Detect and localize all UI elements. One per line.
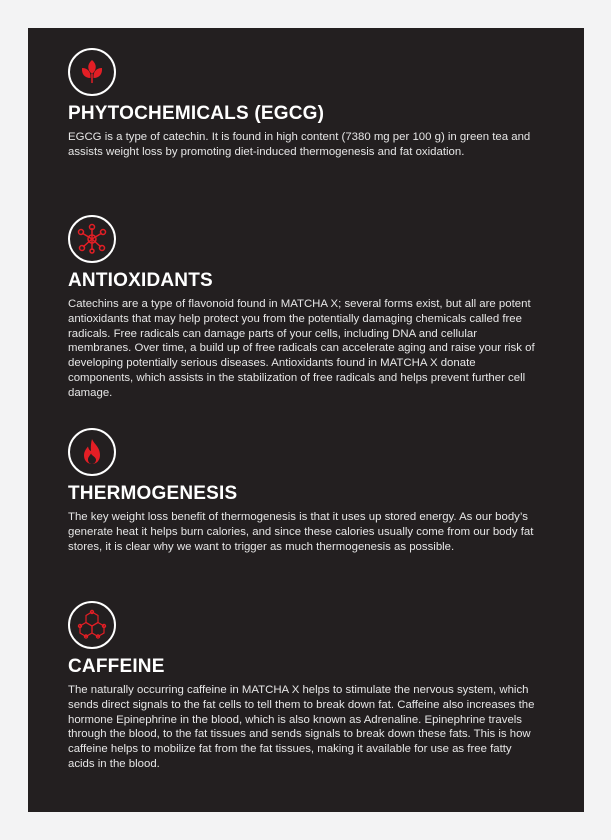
document-page [28, 28, 584, 812]
section-thermogenesis [68, 428, 538, 554]
section-antioxidants [68, 215, 538, 401]
molecule-icon [68, 215, 116, 263]
leaves-icon [68, 48, 116, 96]
caffeine-molecule-icon [68, 601, 116, 649]
section-phytochemicals [68, 48, 538, 160]
section-title: ANTIOXIDANTS [68, 270, 213, 291]
section-caffeine [68, 601, 538, 772]
section-title: PHYTOCHEMICALS (EGCG) [68, 103, 325, 124]
section-body: The key weight loss benefit of thermogenesis is that it uses up stored energy. As our body’s generate heat it helps burn calories, and since these calories usually come from our body fat stores, it is clear why we want to trigger as much thermogenesis as possible. [68, 511, 534, 553]
section-body: The naturally occurring caffeine in MATCHA X helps to stimulate the nervous system, which sends direct signals to the fat cells to tell them to break down fat. Caffeine also increases the hormone Epinephrine in the blood, which is also known as Adrenaline. Epinephrine travels through the blood, to the fat tissues and sends signals to break down these fats. This is how caffeine helps to mobilize fat from the fat tissues, making it available for use as free fatty acids in the blood. [68, 684, 535, 770]
section-body: Catechins are a type of flavonoid found in MATCHA X; several forms exist, but all are potent antioxidants that may help protect you from the potentially damaging chemicals called free radicals. Free radicals can damage parts of your cells, including DNA and cellular membranes. Over time, a build up of free radicals can accelerate aging and raise your risk of developing potentially serious diseases. Antioxidants found in MATCHA X donate components, which assists in the stabilization of free radicals and helps prevent further cell damage. [68, 298, 535, 399]
section-title: THERMOGENESIS [68, 483, 238, 504]
section-body: EGCG is a type of catechin. It is found in high content (7380 mg per 100 g) in green tea and assists weight loss by promoting diet-induced thermogenesis and fat oxidation. [68, 131, 531, 158]
section-title: CAFFEINE [68, 656, 165, 677]
flame-icon [68, 428, 116, 476]
